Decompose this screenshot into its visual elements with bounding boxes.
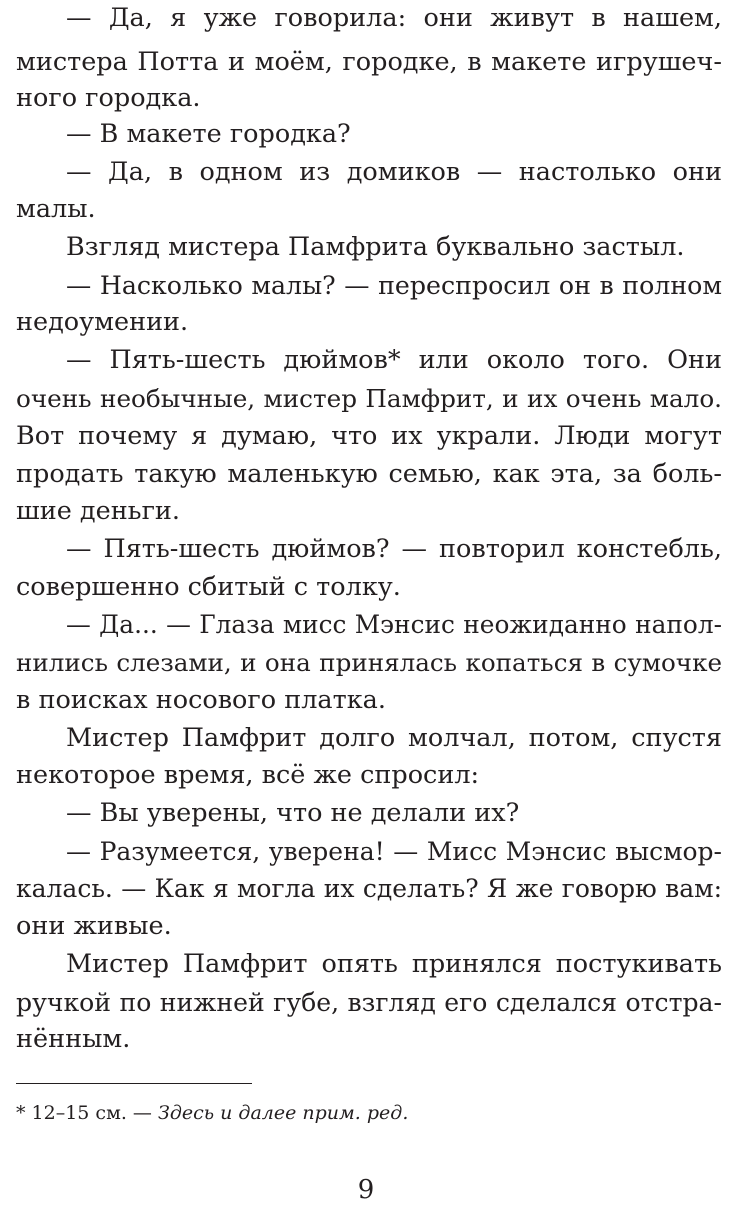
text-line: Вот почему я думаю, что их украли. Люди могут [16,421,722,451]
text-line: — Насколько малы? — переспросил он в полном [66,271,722,300]
text-line: — Вы уверены, что не делали их? [66,798,520,828]
text-line: малы. [16,194,96,224]
text-line: в поисках носового платка. [16,685,386,715]
text-line: калась. — Как я могла их сделать? Я же говорю вам: [16,874,722,903]
text-line: нённым. [16,1024,131,1054]
text-line: — Пять-шесть дюймов* или около того. Они [66,345,722,375]
text-line: некоторое время, всё же спросил: [16,760,480,790]
text-line: — Да, я уже говорила: они живут в нашем, [66,3,722,33]
text-line: совершенно сбитый с толку. [16,572,401,602]
text-line: они живые. [16,911,172,941]
text-line: продать такую маленькую семью, как эта, за боль- [16,459,722,489]
text-line: Взгляд мистера Памфрита буквально застыл. [66,232,685,262]
text-line: — Да, в одном из домиков — настолько они [66,157,722,187]
text-line: ручкой по нижней губе, взгляд его сделался отстра- [16,988,722,1017]
text-line: — В макете городка? [66,119,351,149]
text-line: ного городка. [16,83,201,113]
text-line: нились слезами, и она принялась копаться в сумочке [16,648,722,677]
text-line: — Да... — Глаза мисс Мэнсис неожиданно напол- [66,610,722,639]
text-line: — Пять-шесть дюймов? — повторил констебль, [66,534,722,564]
text-line: Мистер Памфрит долго молчал, потом, спустя [66,723,722,753]
footnote [16,1098,408,1128]
text-line: шие деньги. [16,496,181,526]
footnote-divider [16,1083,252,1084]
text-line: очень необычные, мистер Памфрит, и их очень мало. [16,384,722,413]
text-line: мистера Потта и моём, городке, в макете игрушеч- [16,47,722,77]
footnote-text: Здесь и далее прим. ред. [157,1102,409,1124]
text-line: недоумении. [16,307,189,337]
page-number: 9 [357,1175,375,1205]
footnote-marker: * 12–15 см. — [16,1102,158,1124]
text-line: Мистер Памфрит опять принялся постукивать [66,949,722,979]
text-line: — Разумеется, уверена! — Мисс Мэнсис высмор- [66,837,722,866]
